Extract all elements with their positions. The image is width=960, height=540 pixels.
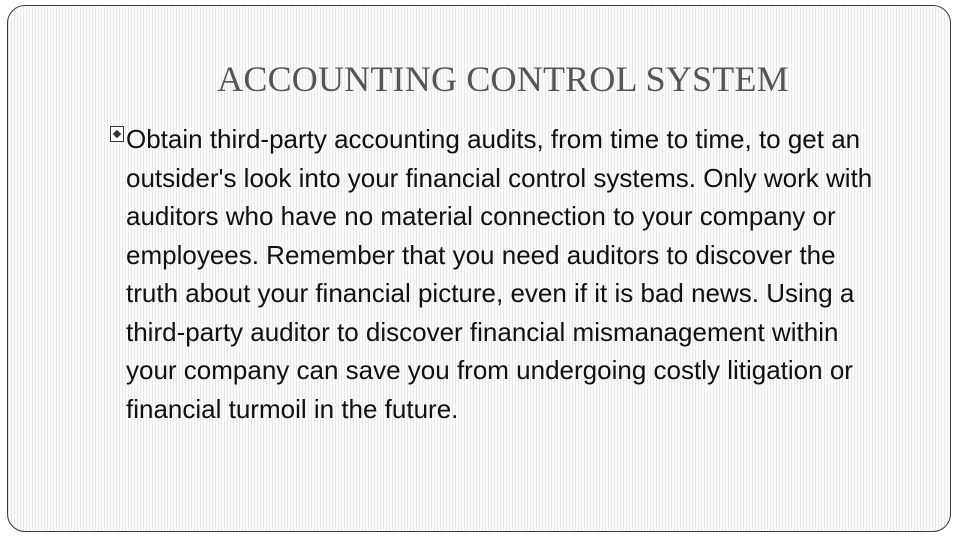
boxed-bullet-icon <box>110 126 124 142</box>
bullet-item <box>110 120 890 428</box>
slide-title: ACCOUNTING CONTROL SYSTEM <box>217 59 789 99</box>
bullet-text: Obtain third-party accounting audits, from time to time, to get an outsider's look into your financial control systems. Only work with auditors who have no material connection to your company or employees. Remember that you need auditors to discover the truth about your financial picture, even if it is bad news. Using a third-party auditor to discover financial mismanagement within your company can save you from undergoing costly litigation or financial turmoil in the future. <box>126 124 873 424</box>
